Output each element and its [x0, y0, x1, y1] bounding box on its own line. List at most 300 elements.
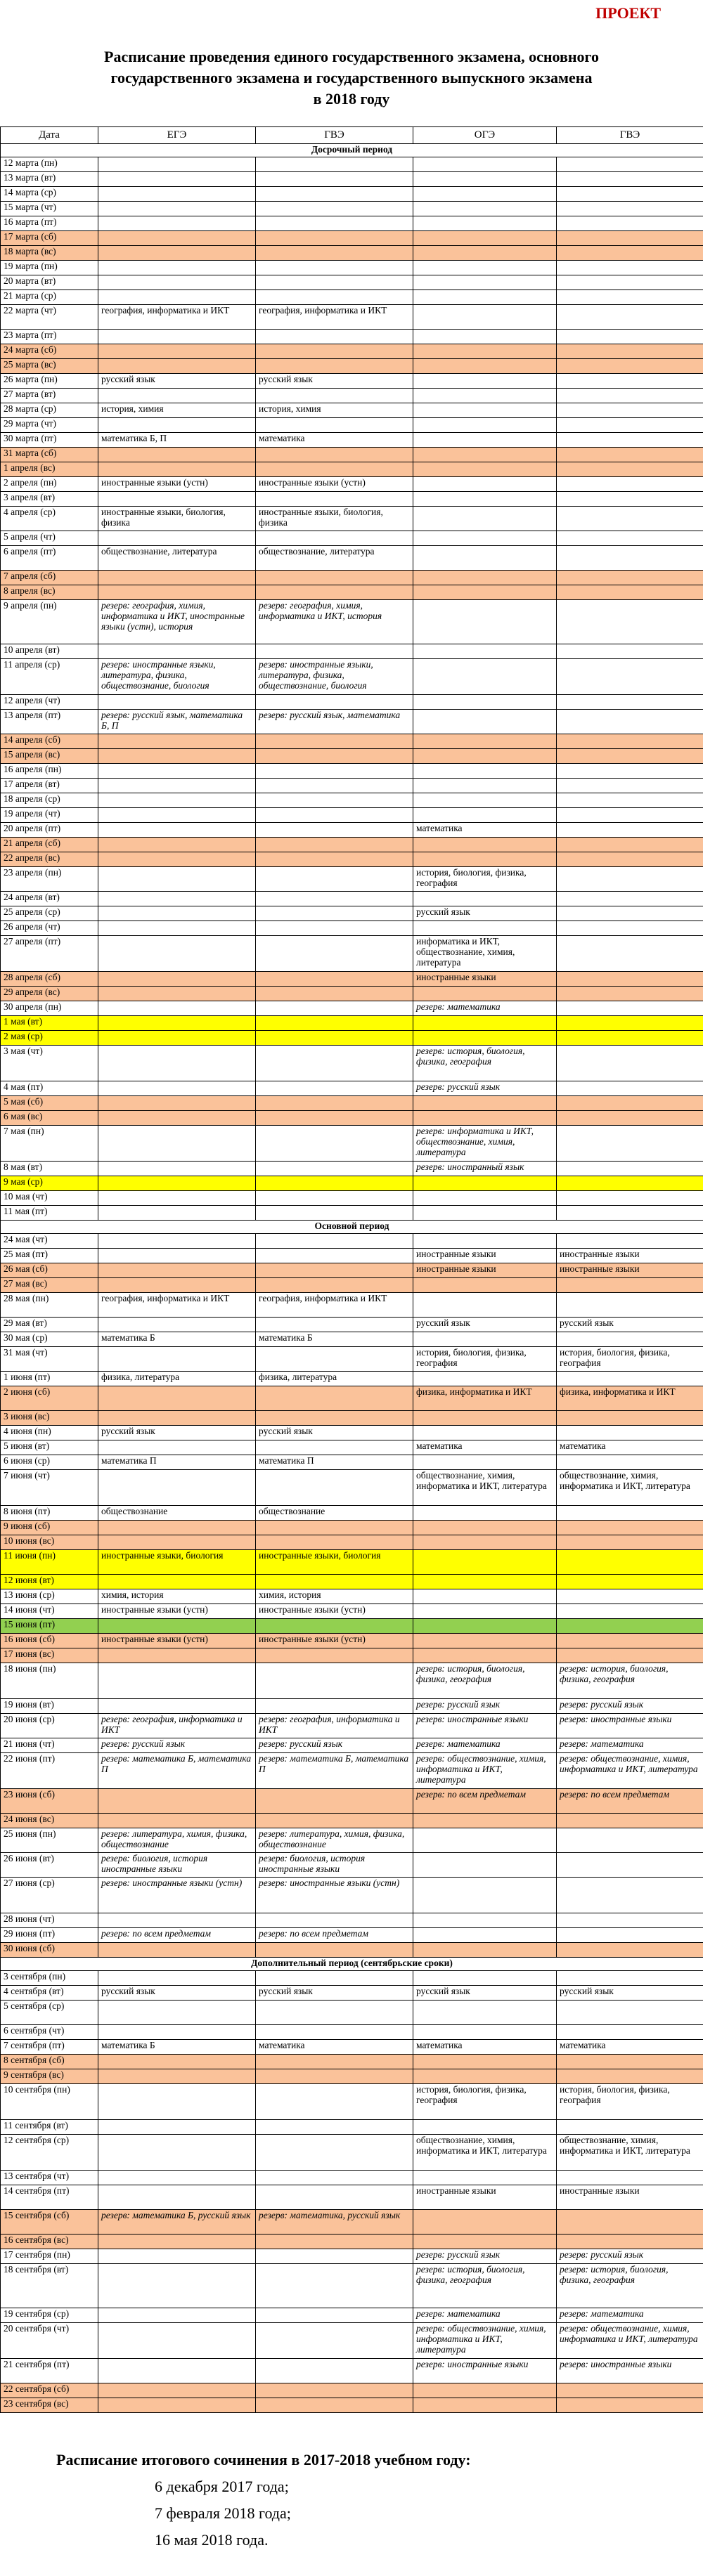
date-cell: 26 июня (вт): [1, 1853, 98, 1878]
table-row: [1, 936, 703, 972]
table-row: [1, 921, 703, 936]
gve-9-cell: [557, 2171, 703, 2185]
gve-11-cell: [256, 157, 413, 172]
gve-11-cell: [256, 246, 413, 261]
date-cell: 11 июня (пн): [1, 1550, 98, 1575]
date-cell: 4 мая (пт): [1, 1081, 98, 1096]
date-cell: 16 марта (пт): [1, 216, 98, 231]
table-row: [1, 2025, 703, 2040]
table-row: [1, 231, 703, 246]
gve-11-cell: математика: [256, 2040, 413, 2055]
date-cell: 30 мая (ср): [1, 1332, 98, 1347]
gve-9-cell: [557, 290, 703, 305]
table-row: [1, 359, 703, 374]
gve-11-cell: [256, 779, 413, 793]
date-cell: 24 мая (чт): [1, 1234, 98, 1249]
gve-9-cell: резерв: иностранные языки: [557, 2359, 703, 2383]
oge-cell: резерв: русский язык: [413, 1081, 557, 1096]
table-row: [1, 1619, 703, 1634]
oge-cell: [413, 1096, 557, 1111]
ege-cell: [98, 246, 256, 261]
table-row: [1, 1293, 703, 1318]
ege-cell: [98, 492, 256, 507]
gve-11-cell: русский язык: [256, 1426, 413, 1440]
date-cell: 4 июня (пн): [1, 1426, 98, 1440]
gve-9-cell: [557, 808, 703, 823]
oge-cell: [413, 764, 557, 779]
oge-cell: [413, 275, 557, 290]
ege-cell: [98, 1619, 256, 1634]
gve-9-cell: [557, 1455, 703, 1470]
gve-9-cell: [557, 1971, 703, 1986]
date-cell: 29 марта (чт): [1, 418, 98, 433]
gve-9-cell: [557, 892, 703, 906]
table-row: [1, 389, 703, 403]
gve-9-cell: [557, 1550, 703, 1575]
table-row: [1, 1263, 703, 1278]
gve-11-cell: резерв: литература, химия, физика, обществознание: [256, 1828, 413, 1853]
oge-cell: [413, 2001, 557, 2025]
date-cell: 9 апреля (пн): [1, 600, 98, 644]
gve-11-cell: [256, 1814, 413, 1828]
ege-cell: резерв: математика Б, математика П: [98, 1753, 256, 1789]
date-cell: 6 июня (ср): [1, 1455, 98, 1470]
date-cell: 7 мая (пн): [1, 1126, 98, 1162]
ege-cell: [98, 1031, 256, 1046]
gve-11-cell: [256, 462, 413, 477]
table-row: [1, 1426, 703, 1440]
date-cell: 31 мая (чт): [1, 1347, 98, 1372]
oge-cell: [413, 344, 557, 359]
oge-cell: история, биология, физика, география: [413, 2084, 557, 2120]
oge-cell: резерв: иностранные языки: [413, 1714, 557, 1738]
gve-11-cell: [256, 571, 413, 585]
oge-cell: [413, 1943, 557, 1958]
oge-cell: [413, 1455, 557, 1470]
gve-9-cell: [557, 1278, 703, 1293]
gve-9-cell: [557, 1191, 703, 1206]
ege-cell: математика Б, П: [98, 433, 256, 448]
gve-11-cell: [256, 585, 413, 600]
gve-11-cell: резерв: русский язык: [256, 1738, 413, 1753]
gve-11-cell: [256, 290, 413, 305]
date-cell: 10 апреля (вт): [1, 644, 98, 659]
gve-11-cell: география, информатика и ИКТ: [256, 1293, 413, 1318]
gve-9-cell: [557, 275, 703, 290]
gve-11-cell: резерв: математика, русский язык: [256, 2210, 413, 2235]
gve-9-cell: [557, 2383, 703, 2398]
table-row: [1, 808, 703, 823]
table-row: [1, 1440, 703, 1455]
date-cell: 13 марта (вт): [1, 172, 98, 187]
gve-11-cell: [256, 216, 413, 231]
date-cell: 29 апреля (вс): [1, 987, 98, 1001]
gve-9-cell: [557, 344, 703, 359]
oge-cell: резерв: математика: [413, 1738, 557, 1753]
gve-11-cell: резерв: математика Б, математика П: [256, 1753, 413, 1789]
table-row: [1, 507, 703, 531]
gve-11-cell: [256, 231, 413, 246]
gve-11-cell: [256, 1521, 413, 1535]
oge-cell: [413, 1111, 557, 1126]
gve-11-cell: [256, 1263, 413, 1278]
ege-cell: математика П: [98, 1455, 256, 1470]
gve-11-cell: [256, 187, 413, 202]
date-cell: 17 апреля (вт): [1, 779, 98, 793]
gve-9-cell: [557, 644, 703, 659]
gve-9-cell: [557, 936, 703, 972]
gve-9-cell: [557, 600, 703, 644]
date-cell: 16 апреля (пн): [1, 764, 98, 779]
table-row: [1, 2055, 703, 2069]
oge-cell: [413, 1016, 557, 1031]
gve-11-cell: [256, 1001, 413, 1016]
table-row: [1, 749, 703, 764]
gve-9-cell: [557, 972, 703, 987]
oge-cell: [413, 305, 557, 330]
gve-11-cell: [256, 764, 413, 779]
gve-11-cell: [256, 921, 413, 936]
ege-cell: [98, 2323, 256, 2359]
oge-cell: [413, 1814, 557, 1828]
gve-11-cell: [256, 1440, 413, 1455]
date-cell: 2 мая (ср): [1, 1031, 98, 1046]
gve-9-cell: [557, 261, 703, 275]
gve-9-cell: [557, 359, 703, 374]
oge-cell: [413, 1928, 557, 1943]
date-cell: 16 сентября (вс): [1, 2235, 98, 2249]
gve-11-cell: [256, 972, 413, 987]
gve-11-cell: [256, 695, 413, 710]
ege-cell: [98, 2135, 256, 2171]
gve-9-cell: [557, 734, 703, 749]
oge-cell: [413, 290, 557, 305]
gve-11-cell: иностранные языки (устн): [256, 1634, 413, 1648]
table-row: [1, 1318, 703, 1332]
ege-cell: [98, 823, 256, 838]
date-cell: 18 марта (вс): [1, 246, 98, 261]
ege-cell: [98, 172, 256, 187]
date-cell: 19 апреля (чт): [1, 808, 98, 823]
gve-9-cell: [557, 1234, 703, 1249]
date-cell: 21 сентября (пт): [1, 2359, 98, 2383]
gve-9-cell: [557, 1575, 703, 1589]
ege-cell: [98, 1347, 256, 1372]
gve-11-cell: [256, 1126, 413, 1162]
date-cell: 2 апреля (пн): [1, 477, 98, 492]
table-row: [1, 764, 703, 779]
oge-cell: [413, 852, 557, 867]
ege-cell: [98, 867, 256, 892]
date-cell: 2 июня (сб): [1, 1386, 98, 1411]
gve-11-cell: [256, 1096, 413, 1111]
oge-cell: [413, 779, 557, 793]
gve-11-cell: [256, 202, 413, 216]
gve-9-cell: [557, 1293, 703, 1318]
date-cell: 8 июня (пт): [1, 1506, 98, 1521]
oge-cell: [413, 1913, 557, 1928]
gve-11-cell: [256, 852, 413, 867]
gve-9-cell: [557, 749, 703, 764]
oge-cell: [413, 261, 557, 275]
gve-9-cell: иностранные языки: [557, 1263, 703, 1278]
table-row: [1, 1535, 703, 1550]
date-cell: 12 апреля (чт): [1, 695, 98, 710]
date-cell: 12 сентября (ср): [1, 2135, 98, 2171]
gve-11-cell: география, информатика и ИКТ: [256, 305, 413, 330]
gve-11-cell: [256, 1411, 413, 1426]
table-row: [1, 187, 703, 202]
gve-9-cell: [557, 172, 703, 187]
essay-schedule-title: Расписание итогового сочинения в 2017-2018 учебном году:: [56, 2451, 471, 2468]
gve-11-cell: [256, 838, 413, 852]
gve-9-cell: [557, 1426, 703, 1440]
essay-date-1: 6 декабря 2017 года;: [155, 2478, 289, 2495]
oge-cell: [413, 546, 557, 571]
table-row: [1, 305, 703, 330]
gve-11-cell: резерв: по всем предметам: [256, 1928, 413, 1943]
date-cell: 4 сентября (вт): [1, 1986, 98, 2001]
table-row: [1, 710, 703, 734]
gve-11-cell: [256, 1619, 413, 1634]
date-cell: 23 апреля (пн): [1, 867, 98, 892]
ege-cell: [98, 1789, 256, 1814]
table-row: [1, 1126, 703, 1162]
gve-9-cell: [557, 1001, 703, 1016]
gve-11-cell: [256, 1663, 413, 1699]
table-row: [1, 1162, 703, 1176]
oge-cell: [413, 231, 557, 246]
gve-9-cell: [557, 433, 703, 448]
section-title: Досрочный период: [1, 144, 703, 157]
gve-9-cell: [557, 2069, 703, 2084]
ege-cell: [98, 987, 256, 1001]
gve-11-cell: [256, 2120, 413, 2135]
date-cell: 6 сентября (чт): [1, 2025, 98, 2040]
oge-cell: [413, 389, 557, 403]
table-row: [1, 2235, 703, 2249]
gve-11-cell: [256, 1699, 413, 1714]
gve-9-cell: [557, 1096, 703, 1111]
gve-9-cell: [557, 531, 703, 546]
gve-9-cell: резерв: история, биология, физика, география: [557, 1663, 703, 1699]
gve-11-cell: [256, 823, 413, 838]
ege-cell: иностранные языки (устн): [98, 1634, 256, 1648]
oge-cell: иностранные языки: [413, 1249, 557, 1263]
table-row: [1, 659, 703, 695]
ege-cell: [98, 187, 256, 202]
ege-cell: [98, 1278, 256, 1293]
ege-cell: [98, 1162, 256, 1176]
oge-cell: [413, 2069, 557, 2084]
gve-9-cell: [557, 1604, 703, 1619]
date-cell: 22 апреля (вс): [1, 852, 98, 867]
gve-11-cell: резерв: география, информатика и ИКТ: [256, 1714, 413, 1738]
gve-11-cell: [256, 492, 413, 507]
oge-cell: [413, 808, 557, 823]
date-cell: 27 марта (вт): [1, 389, 98, 403]
date-cell: 25 мая (пт): [1, 1249, 98, 1263]
date-cell: 28 мая (пн): [1, 1293, 98, 1318]
gve-11-cell: иностранные языки (устн): [256, 1604, 413, 1619]
gve-9-cell: [557, 492, 703, 507]
oge-cell: [413, 492, 557, 507]
gve-11-cell: [256, 1278, 413, 1293]
table-row: [1, 1521, 703, 1535]
date-cell: 20 июня (ср): [1, 1714, 98, 1738]
gve-11-cell: [256, 2135, 413, 2171]
ege-cell: [98, 1470, 256, 1506]
gve-9-cell: [557, 1176, 703, 1191]
date-cell: 22 марта (чт): [1, 305, 98, 330]
oge-cell: физика, информатика и ИКТ: [413, 1386, 557, 1411]
ege-cell: [98, 202, 256, 216]
gve-11-cell: математика Б: [256, 1332, 413, 1347]
oge-cell: [413, 531, 557, 546]
ege-cell: [98, 892, 256, 906]
date-cell: 30 июня (сб): [1, 1943, 98, 1958]
gve-9-cell: [557, 2210, 703, 2235]
table-row: [1, 477, 703, 492]
date-cell: 8 сентября (сб): [1, 2055, 98, 2069]
ege-cell: резерв: иностранные языки (устн): [98, 1878, 256, 1913]
table-row: [1, 433, 703, 448]
oge-cell: математика: [413, 1440, 557, 1455]
section-header-row: [1, 1221, 703, 1234]
date-cell: 10 сентября (пн): [1, 2084, 98, 2120]
gve-11-cell: [256, 389, 413, 403]
gve-9-cell: резерв: русский язык: [557, 2249, 703, 2264]
table-row: [1, 2084, 703, 2120]
gve-9-cell: [557, 2235, 703, 2249]
ege-cell: [98, 2025, 256, 2040]
gve-9-cell: [557, 838, 703, 852]
date-cell: 12 марта (пн): [1, 157, 98, 172]
oge-cell: [413, 1828, 557, 1853]
ege-cell: русский язык: [98, 1426, 256, 1440]
oge-cell: [413, 2055, 557, 2069]
gve-11-cell: иностранные языки, биология, физика: [256, 507, 413, 531]
date-cell: 24 апреля (вт): [1, 892, 98, 906]
table-row: [1, 2171, 703, 2185]
gve-11-cell: [256, 644, 413, 659]
date-cell: 25 июня (пн): [1, 1828, 98, 1853]
table-row: [1, 2001, 703, 2025]
gve-11-cell: [256, 867, 413, 892]
date-cell: 22 июня (пт): [1, 1753, 98, 1789]
date-cell: 17 июня (вс): [1, 1648, 98, 1663]
date-cell: 25 марта (вс): [1, 359, 98, 374]
gve-9-cell: [557, 1814, 703, 1828]
table-row: [1, 644, 703, 659]
gve-9-cell: [557, 571, 703, 585]
ege-cell: [98, 764, 256, 779]
oge-cell: [413, 2235, 557, 2249]
gve-9-cell: история, биология, физика, география: [557, 2084, 703, 2120]
oge-cell: [413, 157, 557, 172]
ege-cell: [98, 1699, 256, 1714]
table-row: [1, 1411, 703, 1426]
gve-9-cell: математика: [557, 2040, 703, 2055]
date-cell: 20 сентября (чт): [1, 2323, 98, 2359]
gve-9-cell: [557, 187, 703, 202]
oge-cell: [413, 987, 557, 1001]
gve-9-cell: [557, 1521, 703, 1535]
ege-cell: [98, 1016, 256, 1031]
ege-cell: иностранные языки (устн): [98, 477, 256, 492]
oge-cell: [413, 1589, 557, 1604]
ege-cell: [98, 1663, 256, 1699]
date-cell: 29 июня (пт): [1, 1928, 98, 1943]
date-cell: 1 апреля (вс): [1, 462, 98, 477]
table-row: [1, 1971, 703, 1986]
date-cell: 17 марта (сб): [1, 231, 98, 246]
date-cell: 13 апреля (пт): [1, 710, 98, 734]
oge-cell: резерв: по всем предметам: [413, 1789, 557, 1814]
ege-cell: [98, 344, 256, 359]
ege-cell: [98, 1386, 256, 1411]
gve-9-cell: [557, 246, 703, 261]
oge-cell: [413, 1278, 557, 1293]
table-row: [1, 157, 703, 172]
oge-cell: [413, 734, 557, 749]
date-cell: 1 июня (пт): [1, 1372, 98, 1386]
gve-11-cell: [256, 749, 413, 764]
gve-9-cell: [557, 546, 703, 571]
date-cell: 11 апреля (ср): [1, 659, 98, 695]
ege-cell: [98, 2264, 256, 2308]
gve-11-cell: [256, 1016, 413, 1031]
oge-cell: [413, 644, 557, 659]
gve-11-cell: [256, 2084, 413, 2120]
table-row: [1, 734, 703, 749]
gve-9-cell: [557, 1828, 703, 1853]
gve-9-cell: [557, 1913, 703, 1928]
ege-cell: [98, 2383, 256, 2398]
gve-9-cell: [557, 1506, 703, 1521]
oge-cell: резерв: история, биология, физика, география: [413, 2264, 557, 2308]
table-row: [1, 2398, 703, 2413]
date-cell: 7 апреля (сб): [1, 571, 98, 585]
ege-cell: математика Б: [98, 1332, 256, 1347]
date-cell: 24 июня (вс): [1, 1814, 98, 1828]
table-row: [1, 2069, 703, 2084]
oge-cell: [413, 2210, 557, 2235]
ege-cell: [98, 1814, 256, 1828]
oge-cell: [413, 1619, 557, 1634]
date-cell: 15 сентября (сб): [1, 2210, 98, 2235]
ege-cell: [98, 1575, 256, 1589]
table-row: [1, 852, 703, 867]
gve-9-cell: [557, 1853, 703, 1878]
table-row: [1, 1372, 703, 1386]
table-row: [1, 1332, 703, 1347]
oge-cell: обществознание, химия, информатика и ИКТ, литература: [413, 2135, 557, 2171]
table-row: [1, 1206, 703, 1221]
ege-cell: [98, 1206, 256, 1221]
gve-11-cell: [256, 2398, 413, 2413]
gve-11-cell: [256, 2264, 413, 2308]
table-row: [1, 1943, 703, 1958]
gve-11-cell: иностранные языки, биология: [256, 1550, 413, 1575]
exam-schedule-table: [0, 126, 703, 2413]
gve-11-cell: [256, 2323, 413, 2359]
table-row: [1, 1191, 703, 1206]
ege-cell: [98, 1191, 256, 1206]
gve-9-cell: [557, 1619, 703, 1634]
table-row: [1, 275, 703, 290]
table-row: [1, 2308, 703, 2323]
